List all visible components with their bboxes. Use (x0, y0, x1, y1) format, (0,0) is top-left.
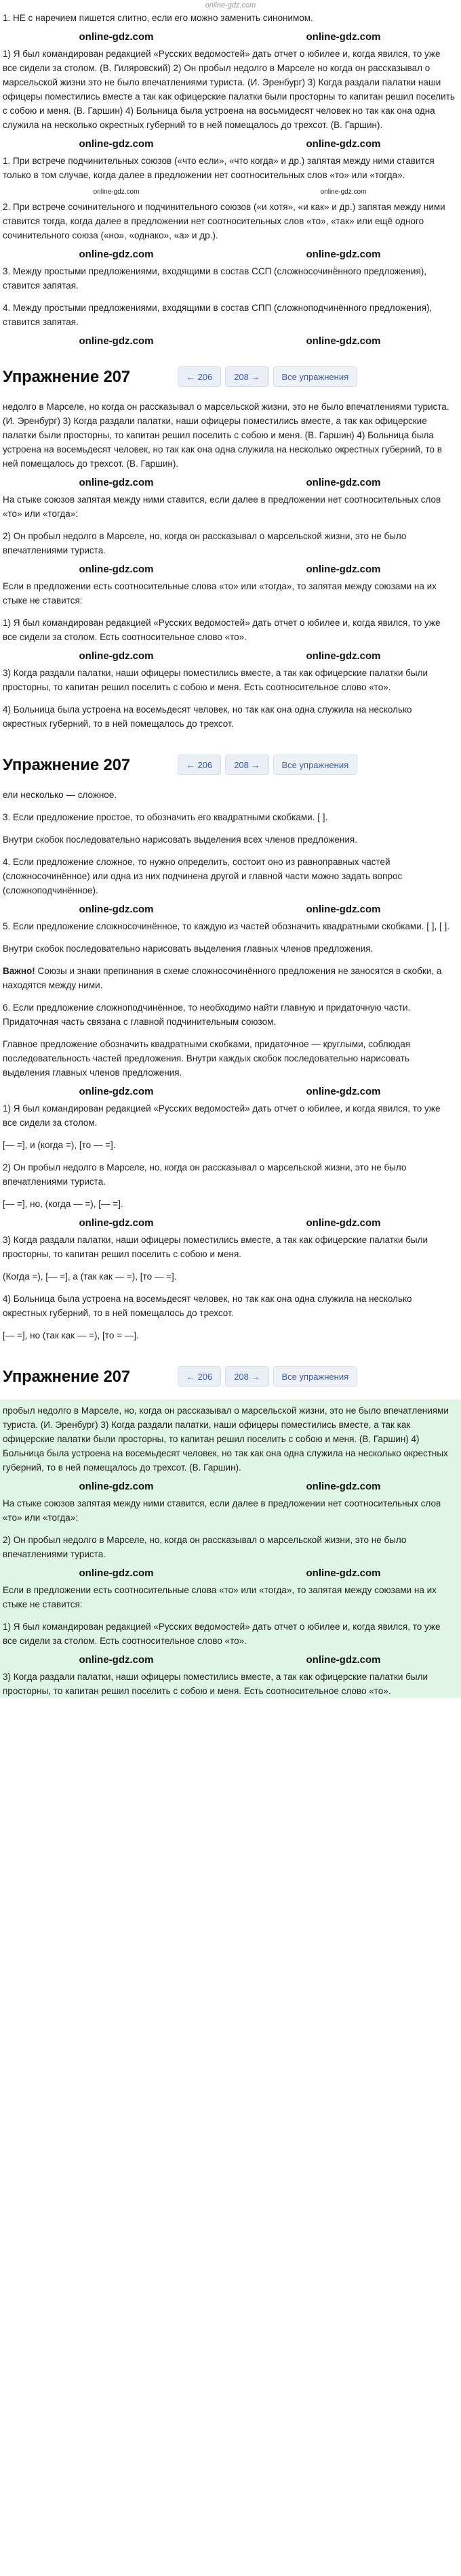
important-note (3, 964, 457, 992)
solution-text: недолго в Марселе, но когда он рассказывал о марсельской жизни, это не было впечатлениями туриста. (И. Эренбург) 3) Когда раздали палатки, наши офицеры поместились вместе, а так как офицерские палатки были просторны, то капитан решил поселить с собою и меня. (В. Гаршин) 4) Больница была устроена на восемьдесят человек, но так как она одна служила на несколько окрестных губерний, то в ней помещалось до трехсот. (В. Гаршин). (3, 402, 449, 469)
solution-text: На стыке союзов запятая между ними ставится, если далее в предложении нет соотносительных слов «то» или «тогда»: (3, 494, 441, 519)
exercise-title: Упражнение 207 (3, 367, 130, 386)
rule-2: 2. При встрече сочинительного и подчинительного союзов («и хотя», «и как» и др.) запятая между ними ставится тогда, когда далее в предложении нет соотносительных слов «то», «так» или ещё одного сочинительного союза («но», «однако», «а» и др.). (3, 202, 445, 240)
solution-text: Главное предложение обозначить квадратными скобками, придаточное — круглыми, соблюдая последовательность частей предложения. Внутри каждых скобок последовательно нарисовать выделения главных членов предложения. (3, 1039, 411, 1078)
watermark-row (3, 30, 457, 44)
next-exercise-button[interactable]: 208 → (225, 366, 268, 387)
intro-line: 1. НЕ с наречием пишется слитно, если его можно заменить синонимом. (3, 13, 313, 23)
solution-text: Внутри скобок последовательно нарисовать выделения всех членов предложения. (3, 835, 357, 845)
watermark: online-gdz.com (306, 1217, 381, 1229)
solution-2 (0, 788, 461, 1355)
exercise-nav (178, 1366, 357, 1387)
important-label: Важно! (3, 966, 35, 976)
watermark: online-gdz.com (306, 477, 381, 488)
watermark-row (3, 188, 457, 197)
all-exercises-button[interactable]: Все упражнения (273, 1366, 358, 1387)
rule-3: 3. Между простыми предложениями, входящими в состав ССП (сложносочинённого предложения), ставится запятая. (3, 266, 427, 291)
exercise-title: Упражнение 207 (3, 755, 130, 774)
solution-text: 4) Больница была устроена на восемьдесят человек, но так как она одна служила на несколько окрестных губерний, то в ней помещалось до трехсот. (3, 1294, 412, 1318)
watermark-row (3, 1217, 457, 1230)
solution-text: 3) Когда раздали палатки, наши офицеры поместились вместе, а так как офицерские палатки были просторны, то капитан решил поселить с собою и меня. (3, 1235, 428, 1259)
scheme: [— =], но (так как — =), [то = —]. (3, 1330, 139, 1340)
watermark-row (3, 563, 457, 576)
rule-4: 4. Между простыми предложениями, входящими в состав СПП (сложноподчинённого предложения), ставится запятая. (3, 303, 433, 327)
exercise-nav (178, 366, 357, 387)
solution-text: 4. Если предложение сложное, то нужно определить, состоит оно из равноправных частей (сложносочинённое) или одна из них подчинена другой и главной части можно задать вопрос (сложноподчинённое). (3, 857, 403, 895)
solution-text: Внутри скобок последовательно нарисовать выделения главных членов предложения. (3, 944, 374, 954)
solution-text: 3) Когда раздали палатки, наши офицеры поместились вместе, а так как офицерские палатки были просторны, то капитан решил поселить с собою и меня. Есть соотносительное слово «то». (3, 1672, 428, 1696)
solution-text: 2) Он пробыл недолго в Марселе, но, когда он рассказывал о марсельской жизни, это не было впечатлениями туриста. (3, 1162, 407, 1187)
scheme: [— =], но, (когда — =), [— =]. (3, 1199, 123, 1209)
watermark: online-gdz.com (93, 188, 140, 196)
watermark: online-gdz.com (79, 138, 154, 150)
prev-exercise-button[interactable]: ← 206 (178, 1366, 221, 1387)
watermark-row (3, 248, 457, 261)
watermark: online-gdz.com (79, 904, 154, 915)
solution-text: 4) Больница была устроена на восемьдесят человек, но так как она одна служила на несколько окрестных губерний, то в ней помещалось до трехсот. (3, 704, 412, 729)
watermark: online-gdz.com (306, 650, 381, 662)
solution-text: пробыл недолго в Марселе, но, когда он рассказывал о марсельской жизни, это не было впечатлениями туриста. (И. Эренбург) 3) Когда раздали палатки, наши офицеры поместились вместе, а так как офицерские палатки были просторны, то капитан решил поселить с собою и меня. (В. Гаршин) 4) Больница была устроена на восемьдесят человек, но так как она одна служила на несколько окрестных губерний, то в ней помещалось до трехсот. (В. Гаршин). (3, 1406, 449, 1473)
intro-examples: 1) Я был командирован редакцией «Русских ведомостей» дать отчет о юбилее и, когда явился, то уже все сидели за столом. (В. Гиляровский) 2) Он пробыл недолго в Марселе но когда он рассказывал о марсельской жизни это не было впечатлениями туриста. (И. Эренбург) 3) Когда раздали палатки наши офицеры поместились вместе а так как офицерские палатки были просторны то капитан решил поселить с собою и меня. (В. Гаршин) 4) Больница была устроена на восьмидесят человек но так как она одна служила на несколько окрестных губерний то в ней помещалось до трехсот. (В. Гаршин). (3, 49, 455, 130)
next-exercise-button[interactable]: 208 → (225, 755, 268, 775)
watermark: online-gdz.com (320, 188, 367, 196)
solution-text: 3) Когда раздали палатки, наши офицеры поместились вместе, а так как офицерские палатки были просторны, то капитан решил поселить с собою и меня. Есть соотносительное слово «то». (3, 668, 428, 692)
watermark-row (3, 650, 457, 663)
scheme: [— =], и (когда =), [то — =]. (3, 1140, 116, 1150)
intro-section (0, 11, 461, 355)
watermark: online-gdz.com (79, 477, 154, 488)
watermark: online-gdz.com (79, 564, 154, 575)
solution-3 (0, 1399, 461, 1698)
watermark: online-gdz.com (306, 904, 381, 915)
watermark-row (3, 1567, 457, 1580)
exercise-header (0, 362, 461, 392)
solution-text: 6. Если предложение сложноподчинённое, то необходимо найти главную и придаточную части. Придаточная часть связана с главной подчинительным союзом. (3, 1002, 411, 1027)
watermark-row (3, 476, 457, 490)
watermark: online-gdz.com (79, 650, 154, 662)
solution-text: Если в предложении есть соотносительные слова «то» или «тогда», то запятая между союзами на их стыке не ставится: (3, 1585, 437, 1609)
exercise-header (0, 750, 461, 780)
watermark-row (3, 903, 457, 916)
watermark: online-gdz.com (306, 335, 381, 347)
watermark: online-gdz.com (306, 1654, 381, 1666)
watermark: online-gdz.com (79, 1481, 154, 1492)
all-exercises-button[interactable]: Все упражнения (273, 755, 358, 775)
watermark-row (3, 1085, 457, 1099)
watermark: online-gdz.com (306, 249, 381, 260)
watermark-row (3, 335, 457, 348)
watermark: online-gdz.com (79, 335, 154, 347)
prev-exercise-button[interactable]: ← 206 (178, 366, 221, 387)
solution-text: Если в предложении есть соотносительные слова «то» или «тогда», то запятая между союзами на их стыке не ставится: (3, 581, 437, 606)
watermark: online-gdz.com (306, 564, 381, 575)
exercise-title: Упражнение 207 (3, 1367, 130, 1386)
watermark: online-gdz.com (79, 1567, 154, 1579)
solution-text: 1) Я был командирован редакцией «Русских ведомостей» дать отчет о юбилее, и когда явился, то уже все сидели за столом. (3, 1103, 441, 1128)
watermark: online-gdz.com (79, 1086, 154, 1097)
watermark-top: online-gdz.com (205, 1, 256, 9)
watermark: online-gdz.com (79, 31, 154, 43)
exercise-nav (178, 755, 357, 775)
watermark: online-gdz.com (306, 138, 381, 150)
solution-text: 2) Он пробыл недолго в Марселе, но, когда он рассказывал о марсельской жизни, это не было впечатлениями туриста. (3, 1535, 407, 1559)
watermark-row (3, 1480, 457, 1494)
watermark: online-gdz.com (79, 1217, 154, 1229)
scheme: (Когда =), [— =], а (так как — =), [то — =]. (3, 1271, 177, 1282)
exercise-header (0, 1361, 461, 1391)
all-exercises-button[interactable]: Все упражнения (273, 366, 358, 387)
watermark-row (3, 1653, 457, 1667)
rule-1: 1. При встрече подчинительных союзов («что если», «что когда» и др.) запятая между ними ставится только в том случае, когда далее в предложении нет соотносительных слов «то» или «тогда». (3, 156, 435, 180)
watermark: online-gdz.com (79, 1654, 154, 1666)
watermark: online-gdz.com (306, 1481, 381, 1492)
solution-text: 5. Если предложение сложносочинённое, то каждую из частей обозначить квадратными скобками. [ ], [ ]. (3, 921, 449, 931)
solution-text: 1) Я был командирован редакцией «Русских ведомостей» дать отчет о юбилее и, когда явился, то уже все сидели за столом. Есть соотносительное слово «то». (3, 1622, 441, 1646)
prev-exercise-button[interactable]: ← 206 (178, 755, 221, 775)
solution-text: 1) Я был командирован редакцией «Русских ведомостей» дать отчет о юбилее и, когда явился, то уже все сидели за столом. Есть соотносительное слово «то». (3, 618, 441, 642)
watermark: online-gdz.com (306, 1086, 381, 1097)
important-text: Союзы и знаки препинания в схеме сложносочинённого предложения не заносятся в скобки, а находятся между ними. (3, 966, 442, 990)
solution-text: 2) Он пробыл недолго в Марселе, но, когда он рассказывал о марсельской жизни, это не было впечатлениями туриста. (3, 531, 407, 555)
next-exercise-button[interactable]: 208 → (225, 1366, 268, 1387)
watermark: online-gdz.com (79, 249, 154, 260)
watermark-row (3, 138, 457, 151)
watermark: online-gdz.com (306, 1567, 381, 1579)
solution-text: 3. Если предложение простое, то обозначить его квадратными скобками. [ ]. (3, 812, 328, 822)
solution-text: ели несколько — сложное. (3, 790, 117, 800)
watermark: online-gdz.com (306, 31, 381, 43)
solution-1 (0, 400, 461, 743)
solution-text: На стыке союзов запятая между ними ставится, если далее в предложении нет соотносительных слов «то» или «тогда»: (3, 1498, 441, 1523)
